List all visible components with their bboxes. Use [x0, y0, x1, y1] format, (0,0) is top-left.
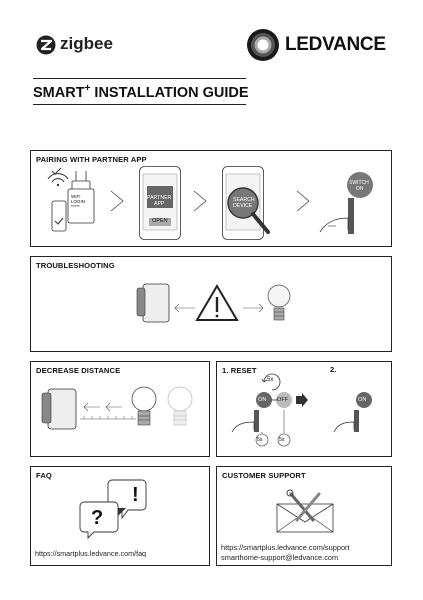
switch-label-2: ON [356, 186, 364, 192]
reset-off-label: OFF [277, 397, 289, 403]
guide-title-main: SMART [33, 84, 85, 101]
guide-title-plus: + [84, 83, 91, 94]
faq-url-link[interactable]: https://smartplus.ledvance.com/faq [35, 549, 147, 558]
guide-title [33, 83, 249, 101]
support-email-link[interactable]: smarthome-support@ledvance.com [221, 553, 339, 562]
troubleshooting-illustration [135, 282, 305, 332]
chevron-right-icon [296, 190, 310, 212]
faq-title: FAQ [36, 471, 52, 480]
repeat-count: 5x [267, 377, 274, 383]
reset-on-label-2: ON [358, 397, 367, 403]
decrease-distance-title: DECREASE DISTANCE [36, 366, 121, 375]
partner-app-label-2: APP [154, 201, 165, 207]
phone-search-device [222, 166, 288, 246]
router-phone-illustration [40, 165, 100, 245]
ledvance-logo [246, 28, 396, 64]
switch-label-1: SWITCH [349, 180, 369, 186]
search-label-1: SEARCH [233, 197, 255, 203]
envelope-tools-icon [275, 490, 335, 534]
chevron-right-icon [193, 190, 207, 212]
reset-step-2: 2. [330, 365, 337, 374]
title-rule-bottom [33, 104, 246, 105]
support-title: CUSTOMER SUPPORT [222, 471, 306, 480]
troubleshooting-title: TROUBLESHOOTING [36, 261, 115, 270]
ledvance-ring-icon [246, 28, 280, 62]
title-rule-top [33, 78, 246, 79]
search-label-2: DEVICE [233, 203, 253, 209]
wifi-label-2: LOGIN [71, 199, 86, 204]
question-mark: ? [91, 507, 104, 529]
wifi-label-1: WIFI [71, 194, 81, 199]
timer-2: 5s [279, 437, 285, 443]
zigbee-logo-text: zigbee [60, 34, 113, 53]
support-url-link[interactable]: https://smartplus.ledvance.com/support [221, 543, 350, 552]
reset-on-label: ON [258, 397, 267, 403]
zigbee-logo [36, 34, 126, 56]
pairing-title: PAIRING WITH PARTNER APP [36, 155, 147, 164]
ledvance-logo-text: LEDVANCE [285, 34, 386, 55]
open-button-label: OPEN [152, 218, 168, 224]
partner-app-label-1: PARTNER [147, 195, 172, 201]
exclamation-mark: ! [132, 484, 139, 506]
timer-1: 5s [257, 437, 263, 443]
guide-title-rest: INSTALLATION GUIDE [90, 84, 249, 101]
chevron-right-icon [110, 190, 124, 212]
decrease-distance-illustration [40, 385, 200, 445]
reset-title: 1. RESET [222, 366, 257, 375]
wifi-dots: ***** [71, 204, 80, 209]
zigbee-icon [36, 35, 56, 55]
